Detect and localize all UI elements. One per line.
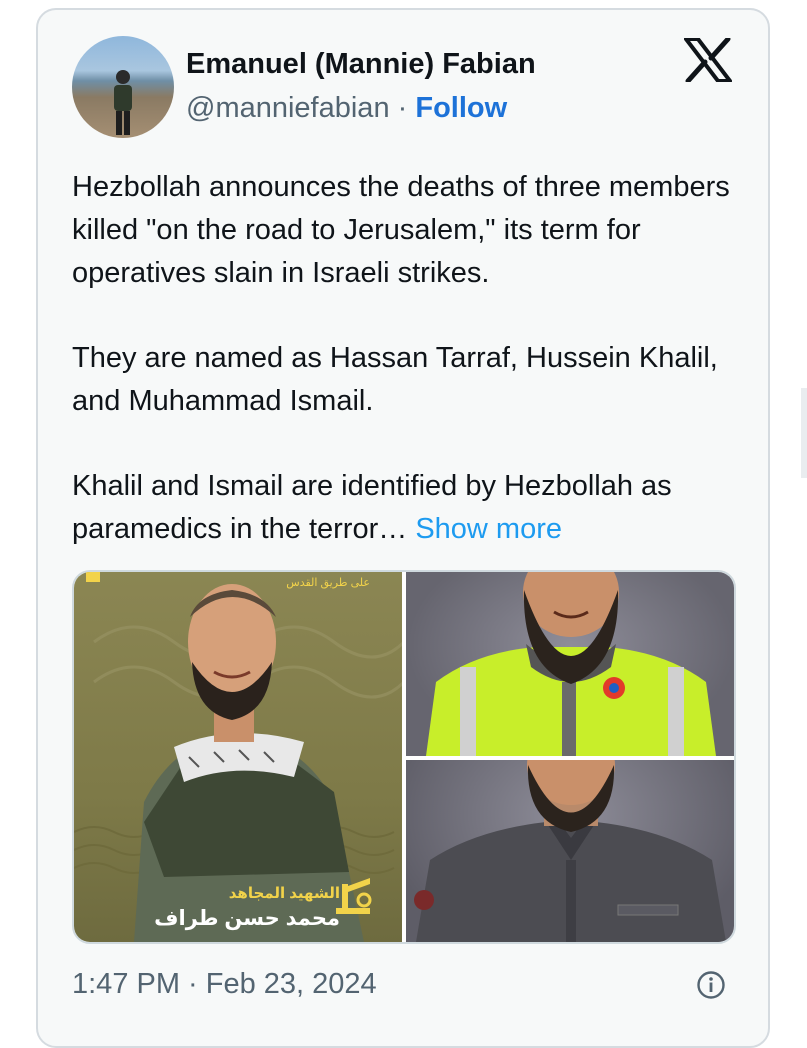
tweet-timestamp[interactable]: 1:47 PM · Feb 23, 2024 (72, 968, 377, 1000)
paramedic-vest-illustration (406, 572, 736, 756)
tweet-text (72, 166, 752, 551)
poster-name: محمد حسن طراف (154, 907, 340, 930)
author-handle[interactable]: @manniefabian (186, 92, 390, 124)
media-image-paramedic-vest[interactable] (406, 572, 736, 756)
separator-dot: · (397, 92, 408, 124)
uniform-illustration (406, 760, 736, 942)
truncated-text: Khalil and Ismail are identified by Hezbollah as paramedics in the terror… (72, 470, 672, 545)
author-avatar[interactable] (72, 36, 174, 138)
x-logo-icon[interactable] (684, 38, 732, 82)
media-image-uniform[interactable] (406, 760, 736, 942)
avatar-person-figure (108, 68, 138, 138)
info-icon[interactable] (696, 970, 726, 1000)
media-grid (72, 570, 736, 944)
poster-top-caption: على طريق القدس (286, 577, 370, 589)
tweet-paragraph: Hezbollah announces the deaths of three members killed "on the road to Jerusalem," its term for operatives slain in Israeli strikes. (72, 171, 730, 289)
tweet-paragraph-truncated (72, 465, 752, 551)
handle-row (186, 92, 507, 125)
author-name[interactable]: Emanuel (Mannie) Fabian (186, 48, 536, 80)
tweet-card[interactable] (36, 8, 770, 1048)
poster-subtitle: الشهيد المجاهد (228, 885, 340, 902)
tweet-paragraph: They are named as Hassan Tarraf, Hussein Khalil, and Muhammad Ismail. (72, 342, 718, 417)
show-more-link[interactable]: Show more (415, 513, 562, 545)
follow-button[interactable]: Follow (415, 92, 508, 124)
scrollbar-edge (801, 388, 807, 478)
media-image-poster[interactable] (74, 572, 402, 942)
